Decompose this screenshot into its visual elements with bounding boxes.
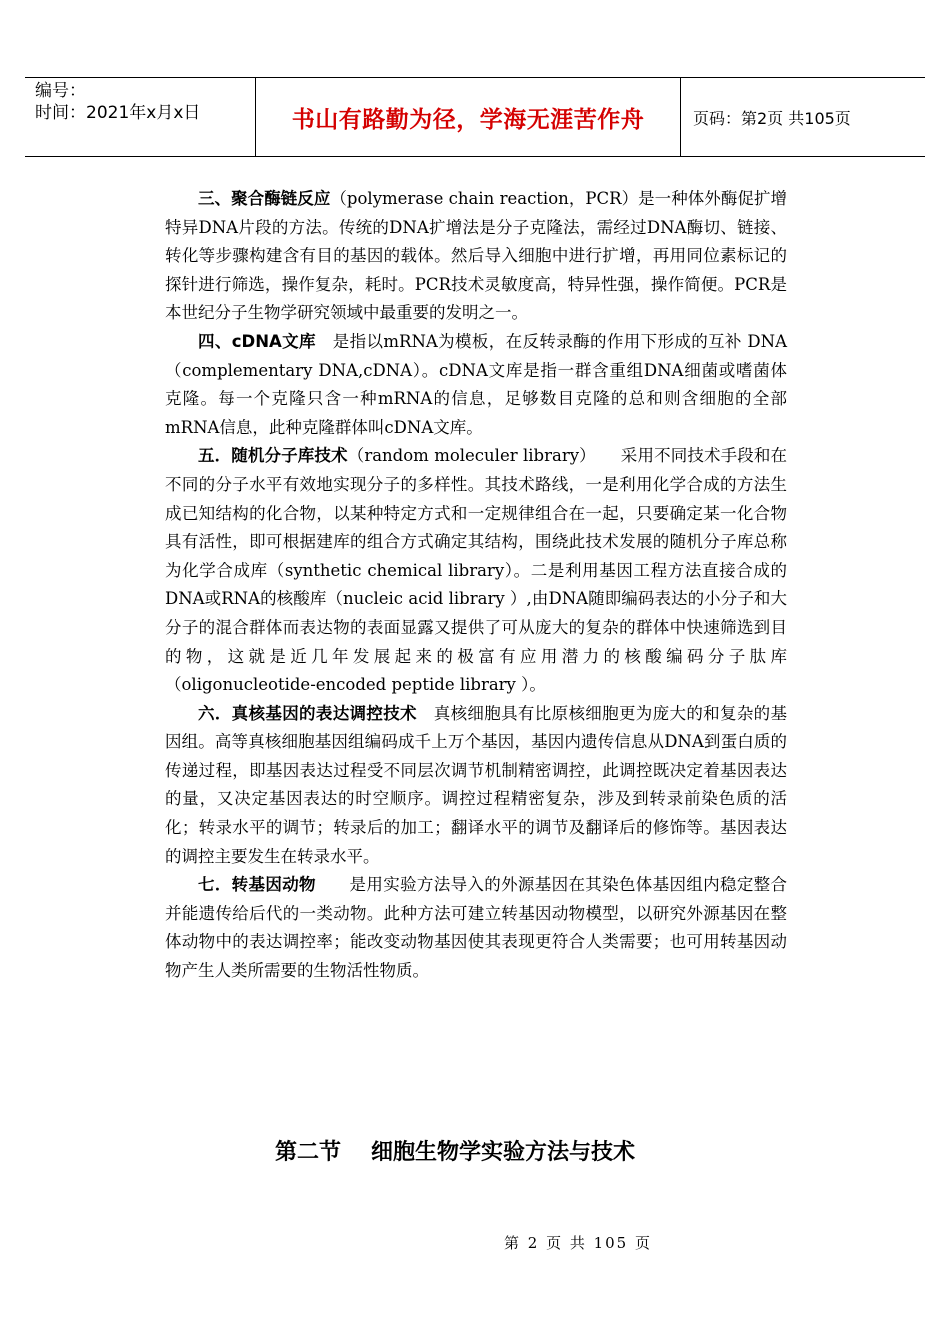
section-heading: [0, 1135, 910, 1166]
section-title-text: 细胞生物学实验方法与技术: [371, 1140, 636, 1165]
paragraph-body: 真核细胞具有比原核细胞更为庞大的和复杂的基因组。高等真核细胞基因组编码成千上万个基因，基因内遗传信息从DNA到蛋白质的传递过程，即基因表达过程受不同层次调节机制精密调控，此调控既决定着基因表达的量，又决定基因表达的时空顺序。调控过程精密复杂，涉及到转录前染色质的活化；转录水平的调节；转录后的加工；翻译水平的调节及翻译后的修饰等。基因表达的调控主要发生在转录水平。: [165, 703, 788, 866]
paragraph-body: （polymerase chain reaction，PCR）是一种体外酶促扩增特异DNA片段的方法。传统的DNA扩增法是分子克隆法，需经过DNA酶切、链接、转化等步骤构建含有目的基因的载体。然后导入细胞中进行扩增，再用同位素标记的探针进行筛选，操作复杂，耗时。PCR技术灵敏度高，特异性强，操作简便。PCR是本世纪分子生物学研究领域中最重要的发明之一。: [165, 189, 787, 323]
paragraph-gene-regulation: [165, 700, 787, 872]
paragraph-heading: 六．真核基因的表达调控技术: [198, 703, 417, 723]
paragraph-heading: 三、聚合酶链反应: [198, 189, 331, 208]
paragraph-transgenic-animals: [165, 871, 787, 985]
page-header: [25, 77, 925, 157]
document-number-label: 编号：: [35, 81, 86, 101]
page-footer: 第 2 页 共 105 页: [503, 1234, 652, 1252]
section-number: 第二节: [274, 1140, 341, 1165]
paragraph-heading: 四、cDNA文库: [198, 331, 316, 351]
body-text: [165, 185, 787, 986]
paragraph-pcr: [165, 185, 787, 328]
paragraph-cdna-library: [165, 328, 787, 442]
header-meta: [25, 78, 255, 156]
paragraph-body: 是用实验方法导入的外源基因在其染色体基因组内稳定整合并能遗传给后代的一类动物。此种方法可建立转基因动物模型，以研究外源基因在整体动物中的表达调控率；能改变动物基因使其表现更符合人类需要；也可用转基因动物产生人类所需要的生物活性物质。: [165, 875, 788, 981]
paragraph-body: （random moleculer library） 采用不同技术手段和在不同的分子水平有效地实现分子的多样性。其技术路线，一是利用化学合成的方法生成已知结构的化合物，以某种特定方式和一定规律组合在一起，只要确定某一化合物具有活性，即可根据建库的组合方式确定其结构，围绕此技术发展的随机分子库总称为化学合成库（synthetic chemical library）。二是利用基因工程方法直接合成的DNA或RNA的核酸库（nucleic acid library ）,由DNA随即编码表达的小分子和大分子的混合群体而表达物的表面显露又提供了可从庞大的复杂的群体中快速筛选到目的物，这就是近几年发展起来的极富有应用潜力的核酸编码分子肽库（oligonucleotide-encoded peptide library ）。: [165, 446, 787, 695]
paragraph-heading: 五．随机分子库技术: [198, 446, 348, 466]
paragraph-random-library: [165, 442, 787, 699]
header-motto: 书山有路勤为径，学海无涯苦作舟: [255, 78, 681, 156]
paragraph-body: 是指以mRNA为模板，在反转录酶的作用下形成的互补 DNA（complementary DNA,cDNA）。cDNA文库是指一群含重组DNA细菌或嗜菌体克隆。每一个克隆只含一种mRNA的信息，足够数目克隆的总和则含细胞的全部mRNA信息，此种克隆群体叫cDNA文库。: [165, 331, 788, 437]
paragraph-heading: 七．转基因动物: [198, 875, 316, 895]
document-time-label: 时间：2021年x月x日: [35, 103, 201, 123]
header-page-info: 页码：第2页 共105页: [693, 108, 851, 128]
